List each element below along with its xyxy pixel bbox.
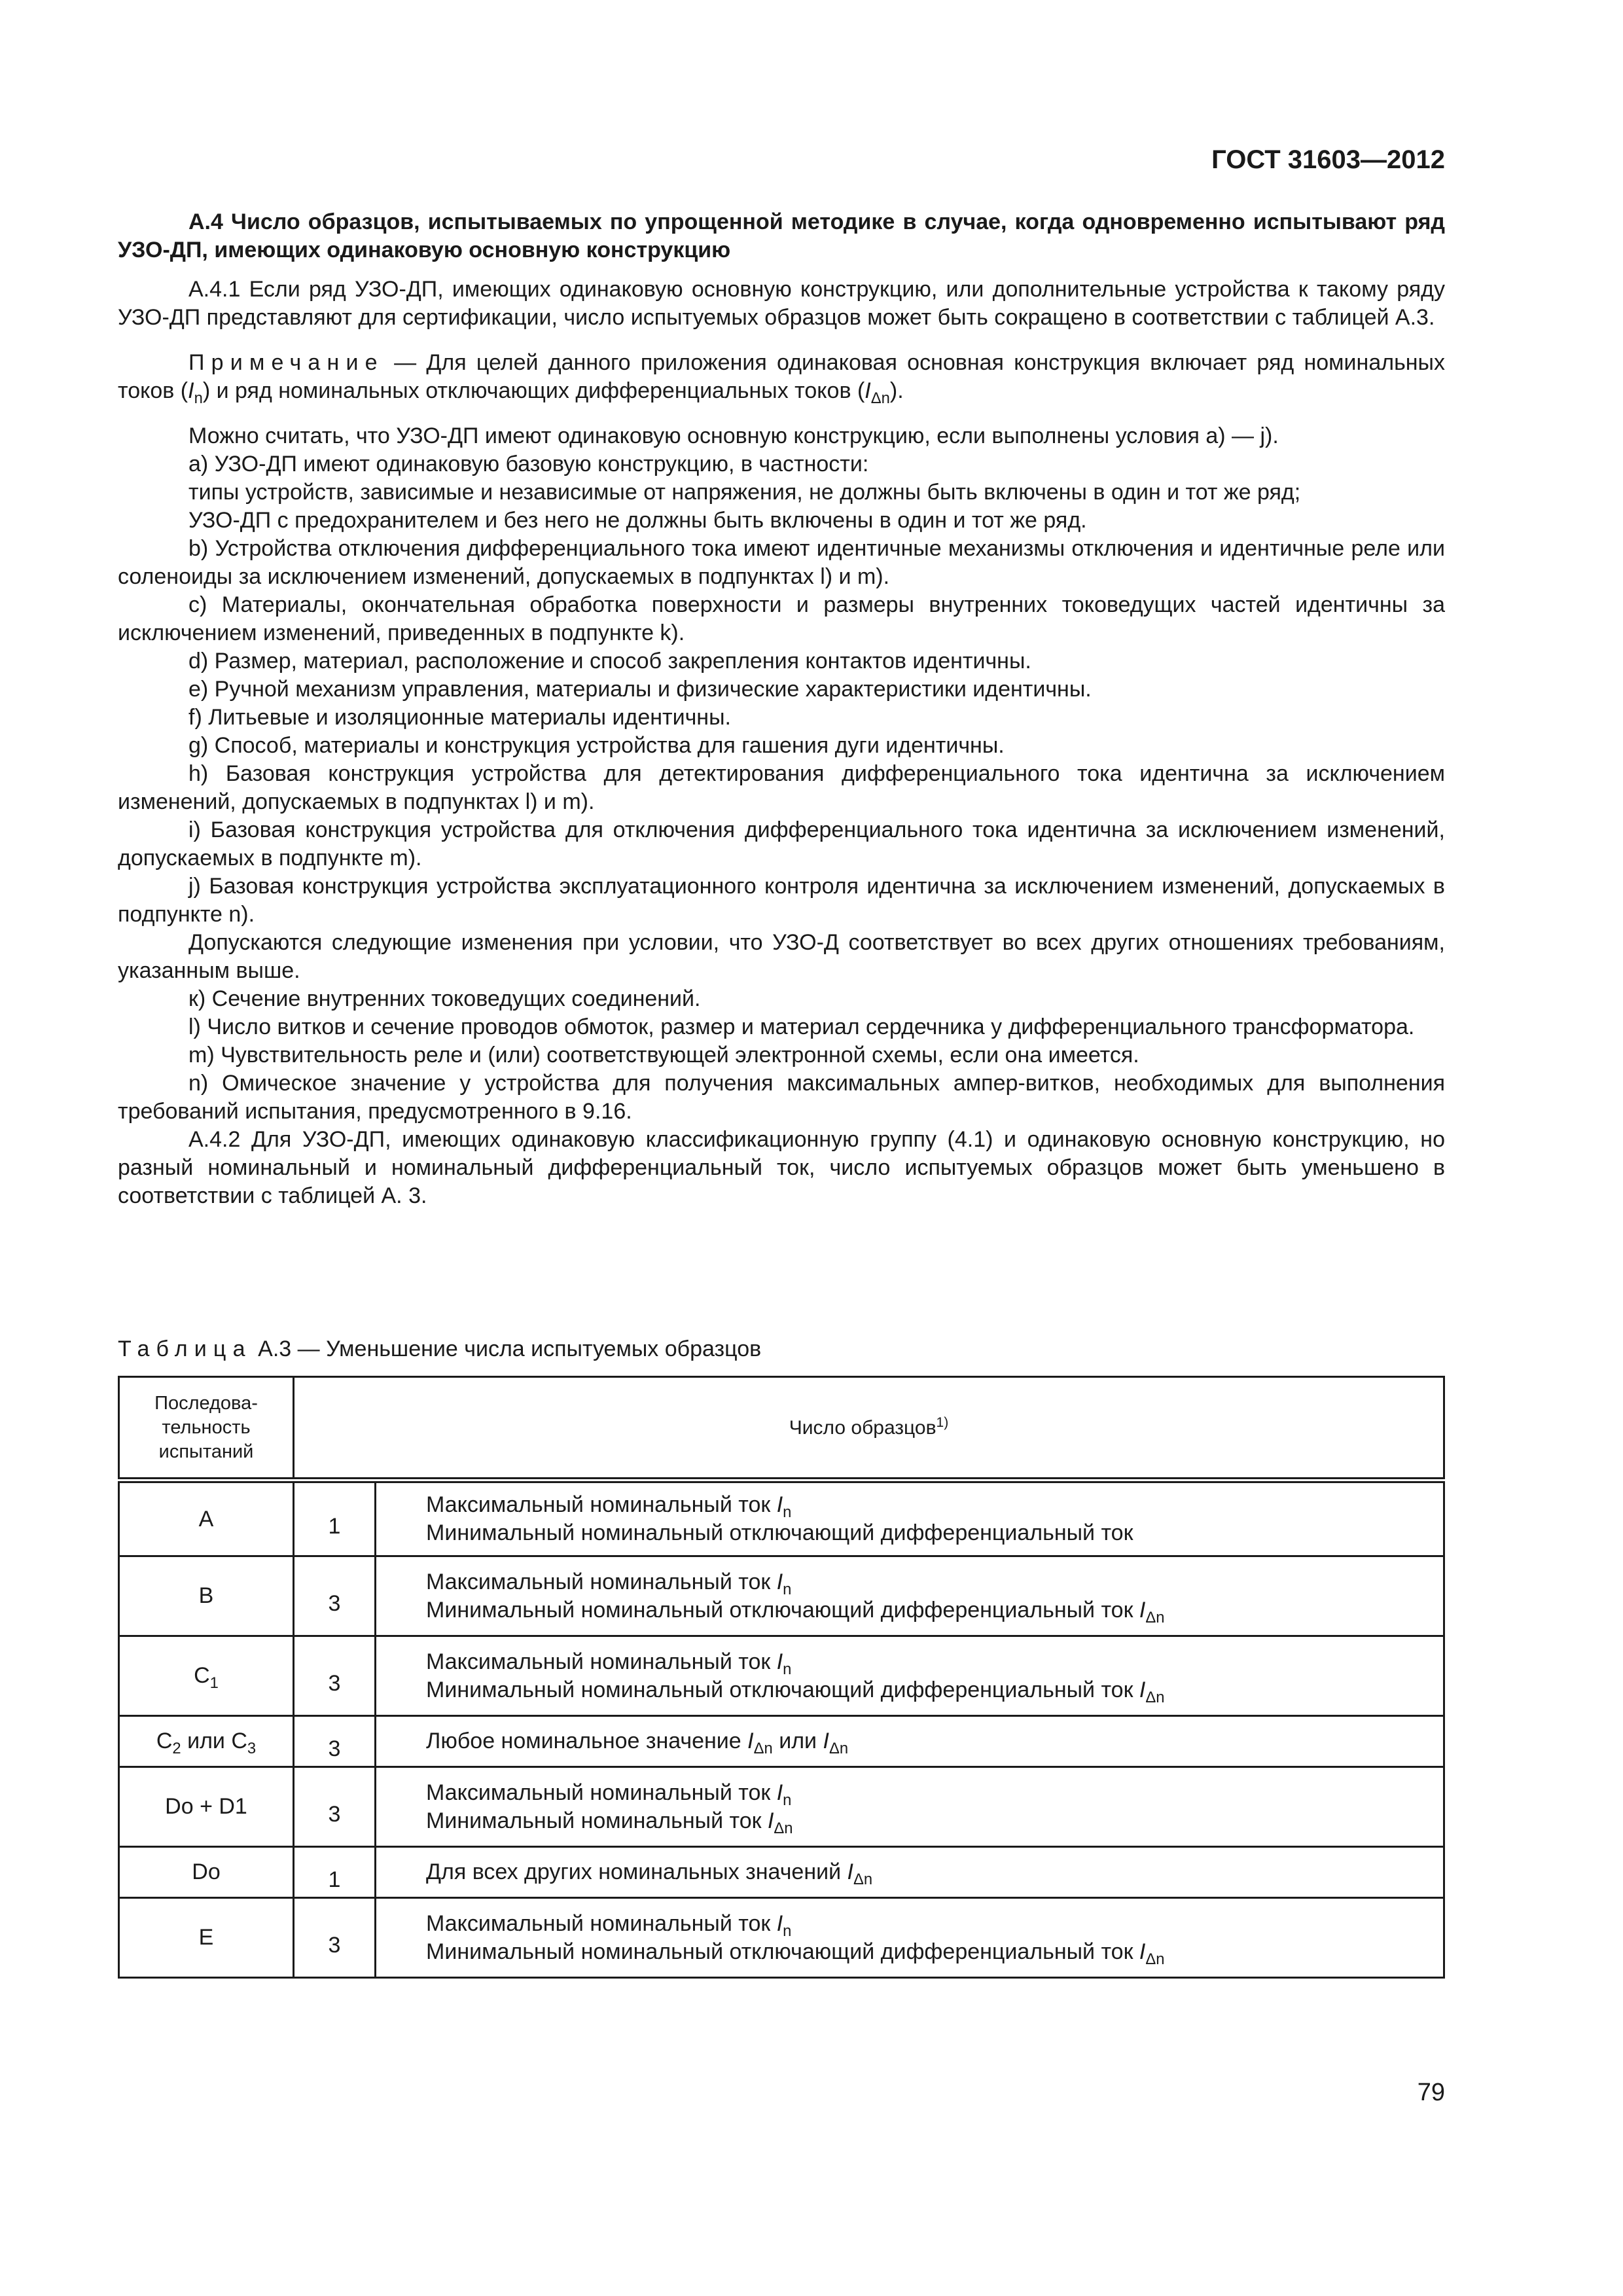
current-symbol: I bbox=[767, 1808, 774, 1833]
description-line-2 bbox=[426, 1596, 1442, 1624]
condition-e: e) Ручной механизм управления, материалы и физические характеристики идентичны. bbox=[188, 677, 1092, 702]
note-text-1: — Для целей данного приложения одинаковая основная конструкция включает ряд номинальных токов ( bbox=[118, 350, 1445, 403]
table-row bbox=[119, 1847, 1444, 1898]
section-a4 bbox=[118, 208, 1445, 1210]
table-caption-label: Таблица bbox=[118, 1336, 252, 1361]
current-subscript: n bbox=[783, 1503, 792, 1521]
current-subscript: n bbox=[783, 1580, 792, 1598]
sequence-tail: или C bbox=[181, 1729, 247, 1753]
condition-c: с) Материалы, окончательная обработка поверхности и размеры внутренних токоведущих частей идентичны за исключением изменений, приведенных в подпункте k). bbox=[118, 592, 1445, 645]
current-subscript: Δn bbox=[1145, 1688, 1165, 1706]
sequence-cell bbox=[119, 1636, 294, 1716]
header-count-text: Число образцов bbox=[789, 1416, 936, 1439]
description-text: Минимальный номинальный отключающий дифференциальный ток bbox=[426, 1939, 1139, 1964]
sample-count-cell: 3 bbox=[294, 1556, 376, 1636]
condition-h: h) Базовая конструкция устройства для детектирования дифференциального тока идентична за исключением изменений, допускаемых в подпунктах l) и m). bbox=[118, 761, 1445, 814]
sample-count-cell: 3 bbox=[294, 1898, 376, 1978]
sequence-label: A bbox=[198, 1506, 214, 1532]
note-idn-symbol: I bbox=[865, 378, 871, 403]
header-sample-count bbox=[294, 1377, 1444, 1480]
paragraph-conditions: Можно считать, что УЗО-ДП имеют одинаковую основную конструкцию, если выполнены условия а) — j). bbox=[188, 423, 1279, 448]
header-sequence: Последова-тельность испытаний bbox=[119, 1377, 294, 1480]
sequence-subscript: 2 bbox=[172, 1739, 181, 1757]
paragraph-a41: А.4.1 Если ряд УЗО-ДП, имеющих одинаковую основную конструкцию, или дополнительные устройства к такому ряду УЗО-ДП представляют для сертификации, число испытуемых образцов может быть сокращено в соответствии с таблицей А.3. bbox=[118, 277, 1445, 330]
sequence-label: C bbox=[156, 1729, 173, 1753]
current-symbol: I bbox=[1139, 1939, 1146, 1964]
condition-a: а) УЗО-ДП имеют одинаковую базовую конструкцию, в частности: bbox=[188, 452, 869, 476]
sequence-cell bbox=[119, 1556, 294, 1636]
sequence-cell bbox=[119, 1898, 294, 1978]
note-text-2: ) и ряд номинальных отключающих дифференциальных токов ( bbox=[202, 378, 865, 403]
description-text: Минимальный номинальный отключающий дифференциальный ток bbox=[426, 1677, 1139, 1702]
current-subscript: n bbox=[783, 1660, 792, 1678]
change-n: n) Омическое значение у устройства для получения максимальных ампер-витков, необходимых для выполнения требований испытания, предусмотренного в 9.16. bbox=[118, 1071, 1445, 1124]
table-row bbox=[119, 1556, 1444, 1636]
current-subscript: Δn bbox=[1145, 1608, 1165, 1626]
table-row bbox=[119, 1480, 1444, 1556]
description-line-1 bbox=[426, 1648, 1442, 1676]
sequence-cell bbox=[119, 1480, 294, 1556]
current-subscript: Δn bbox=[774, 1819, 793, 1837]
change-m: m) Чувствительность реле и (или) соответствующей электронной схемы, если она имеется. bbox=[188, 1043, 1139, 1067]
description-line-1 bbox=[426, 1910, 1442, 1938]
condition-g: g) Способ, материалы и конструкция устройства для гашения дуги идентичны. bbox=[188, 733, 1005, 758]
description-text: Минимальный номинальный ток bbox=[426, 1808, 768, 1833]
sequence-tail-subscript: 3 bbox=[247, 1739, 257, 1757]
current-symbol: I bbox=[776, 1780, 783, 1805]
current-symbol: I bbox=[823, 1729, 829, 1753]
current-symbol: I bbox=[1139, 1597, 1146, 1623]
note-text-3: ). bbox=[889, 378, 904, 403]
description-text: Максимальный номинальный ток bbox=[426, 1492, 777, 1517]
note-in-symbol: I bbox=[188, 378, 194, 403]
description-line-1 bbox=[426, 1727, 1442, 1755]
current-symbol: I bbox=[776, 1569, 783, 1594]
header-count-footnote: 1) bbox=[936, 1414, 949, 1430]
condition-j: j) Базовая конструкция устройства эксплуатационного контроля идентична за исключением изменений, допускаемых в подпункте n). bbox=[118, 874, 1445, 927]
note-label: Примечание bbox=[188, 350, 384, 375]
table-row bbox=[119, 1636, 1444, 1716]
description-line-1 bbox=[426, 1491, 1442, 1519]
current-subscript: Δn bbox=[853, 1870, 873, 1888]
description-text: Минимальный номинальный отключающий дифференциальный ток bbox=[426, 1520, 1133, 1545]
change-l: l) Число витков и сечение проводов обмоток, размер и материал сердечника у дифференциального трансформатора. bbox=[188, 1014, 1415, 1039]
sequence-label: E bbox=[198, 1925, 214, 1950]
current-subscript: Δn bbox=[829, 1739, 849, 1757]
condition-f: f) Литьевые и изоляционные материалы идентичны. bbox=[188, 705, 731, 730]
description-line-2 bbox=[426, 1676, 1442, 1704]
sequence-subscript: 1 bbox=[209, 1674, 219, 1692]
description-text: Максимальный номинальный ток bbox=[426, 1649, 777, 1674]
description-line-1 bbox=[426, 1568, 1442, 1596]
section-a4-title: А.4 Число образцов, испытываемых по упрощенной методике в случае, когда одновременно испытывают ряд УЗО-ДП, имеющих одинаковую основную конструкцию bbox=[118, 209, 1445, 262]
sample-count-cell: 3 bbox=[294, 1767, 376, 1847]
current-subscript: n bbox=[783, 1922, 792, 1940]
description-text: Максимальный номинальный ток bbox=[426, 1569, 777, 1594]
current-symbol: I bbox=[747, 1729, 754, 1753]
description-cell bbox=[376, 1898, 1444, 1978]
table-caption-text: А.3 — Уменьшение числа испытуемых образцов bbox=[251, 1336, 762, 1361]
description-text: Минимальный номинальный отключающий дифференциальный ток bbox=[426, 1597, 1139, 1623]
condition-d: d) Размер, материал, расположение и способ закрепления контактов идентичны. bbox=[188, 649, 1031, 673]
sequence-label: B bbox=[198, 1583, 214, 1608]
current-symbol: I bbox=[776, 1649, 783, 1674]
sample-count-cell: 3 bbox=[294, 1716, 376, 1767]
current-subscript: Δn bbox=[1145, 1950, 1165, 1968]
sample-count-cell: 1 bbox=[294, 1480, 376, 1556]
paragraph-a42: А.4.2 Для УЗО-ДП, имеющих одинаковую классификационную группу (4.1) и одинаковую основную конструкцию, но разный номинальный и номинальный дифференциальный ток, число испытуемых образцов может быть уменьшено в соответствии с таблицей А. 3. bbox=[118, 1127, 1445, 1208]
description-text: Для всех других номинальных значений bbox=[426, 1859, 847, 1884]
table-row bbox=[119, 1716, 1444, 1767]
current-subscript: Δn bbox=[753, 1739, 773, 1757]
condition-a-item-2: УЗО-ДП с предохранителем и без него не должны быть включены в один и тот же ряд. bbox=[188, 508, 1087, 533]
description-text-extra: или bbox=[772, 1729, 823, 1753]
standard-number: ГОСТ 31603—2012 bbox=[1211, 145, 1445, 174]
note-idn-subscript: Δn bbox=[870, 389, 890, 407]
paragraph-allowed-changes: Допускаются следующие изменения при условии, что УЗО-Д соответствует во всех других отношениях требованиям, указанным выше. bbox=[118, 930, 1445, 983]
condition-a-item-1: типы устройств, зависимые и независимые от напряжения, не должны быть включены в один и тот же ряд; bbox=[188, 480, 1301, 505]
description-text: Любое номинальное значение bbox=[426, 1729, 748, 1753]
description-line-1 bbox=[426, 1779, 1442, 1807]
current-symbol: I bbox=[1139, 1677, 1146, 1702]
sequence-cell bbox=[119, 1847, 294, 1898]
note-paragraph bbox=[118, 349, 1445, 405]
sequence-cell bbox=[119, 1767, 294, 1847]
sequence-label: Do + D1 bbox=[165, 1794, 247, 1819]
change-k: к) Сечение внутренних токоведущих соединений. bbox=[188, 986, 701, 1011]
description-cell bbox=[376, 1716, 1444, 1767]
table-caption bbox=[118, 1335, 761, 1363]
table-header-row bbox=[119, 1377, 1444, 1480]
description-line-1 bbox=[426, 1858, 1442, 1886]
current-symbol: I bbox=[776, 1492, 783, 1517]
description-cell bbox=[376, 1847, 1444, 1898]
table-row bbox=[119, 1898, 1444, 1978]
table-a3 bbox=[118, 1376, 1445, 1979]
description-text: Максимальный номинальный ток bbox=[426, 1780, 777, 1805]
sample-count-cell: 1 bbox=[294, 1847, 376, 1898]
description-line-2 bbox=[426, 1938, 1442, 1966]
sample-count-cell: 3 bbox=[294, 1636, 376, 1716]
current-symbol: I bbox=[776, 1910, 783, 1936]
page-number: 79 bbox=[1417, 2079, 1445, 2106]
sequence-cell bbox=[119, 1716, 294, 1767]
current-symbol: I bbox=[847, 1859, 853, 1884]
note-in-subscript: n bbox=[194, 389, 203, 407]
description-cell bbox=[376, 1556, 1444, 1636]
table-row bbox=[119, 1767, 1444, 1847]
description-cell bbox=[376, 1767, 1444, 1847]
condition-b: b) Устройства отключения дифференциального тока имеют идентичные механизмы отключения и идентичные реле или соленоиды за исключением изменений, допускаемых в подпунктах l) и m). bbox=[118, 536, 1445, 589]
description-line-2 bbox=[426, 1519, 1442, 1547]
description-cell bbox=[376, 1480, 1444, 1556]
current-subscript: n bbox=[783, 1791, 792, 1809]
sequence-label: C bbox=[194, 1663, 210, 1688]
description-line-2 bbox=[426, 1807, 1442, 1835]
condition-i: i) Базовая конструкция устройства для отключения дифференциального тока идентична за исключением изменений, допускаемых в подпункте m). bbox=[118, 817, 1445, 870]
sequence-label: Do bbox=[192, 1859, 221, 1884]
description-cell bbox=[376, 1636, 1444, 1716]
description-text: Максимальный номинальный ток bbox=[426, 1910, 777, 1936]
